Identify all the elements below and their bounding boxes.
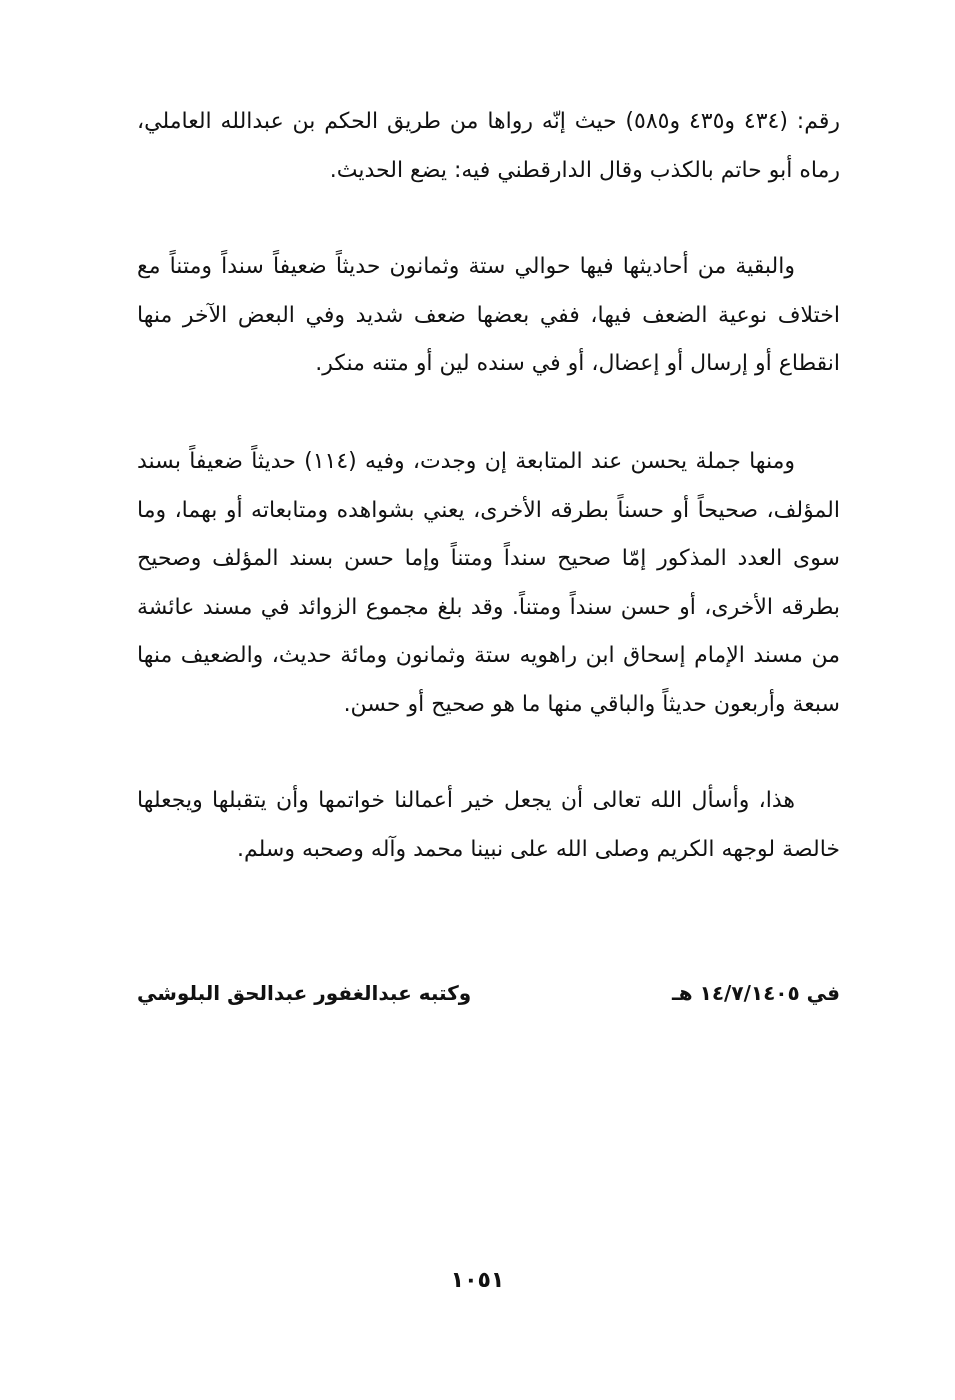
page-number: ١٠٥١ [450, 1268, 505, 1293]
paragraph-3: ومنها جملة يحسن عند المتابعة إن وجدت، وفيه (١١٤) حديثاً ضعيفاً بسند المؤلف، صحيحاً أو حسناً بطرقه الأخرى، يعني بشواهده ومتابعاته أو بهما، وما سوى العدد المذكور إمّا صحيح سنداً ومتناً وإما حسن بسند المؤلف وصحيح بطرقه الأخرى، أو حسن سنداً ومتناً. وقد بلغ مجموع الزوائد في مسند عائشة من مسند الإمام إسحاق ابن راهويه ستة وثمانون ومائة حديث، والضعيف منها سبعة وأربعون حديثاً والباقي منها ما هو صحيح أو حسن. [137, 449, 840, 717]
paragraph-4: هذا، وأسأل الله تعالى أن يجعل خير أعمالنا خواتمها وأن يتقبلها ويجعلها خالصة لوجهه الكريم وصلى الله على نبينا محمد وآله وصحبه وسلم. [137, 788, 840, 862]
paragraph-2: والبقية من أحاديثها فيها حوالي ستة وثمانون حديثاً ضعيفاً سنداً ومتناً مع اختلاف نوعية الضعف فيها، ففي بعضها ضعف شديد وفي البعض الآخر منها انقطاع أو إرسال أو إعضال، أو في سنده لين أو متنه منكر. [137, 254, 840, 376]
paragraph-1: رقم: (٤٣٤ و٤٣٥ و٥٨٥) حيث إنّه رواها من طريق الحكم بن عبدالله العاملي، رماه أبو حاتم بالكذب وقال الدارقطني فيه: يضع الحديث. [137, 109, 840, 183]
date-line: في ١٤/٧/١٤٠٥ هـ [671, 981, 840, 1005]
signature-row [137, 968, 840, 1018]
author-line: وكتبه عبدالغفور عبدالحق البلوشي [137, 981, 472, 1005]
